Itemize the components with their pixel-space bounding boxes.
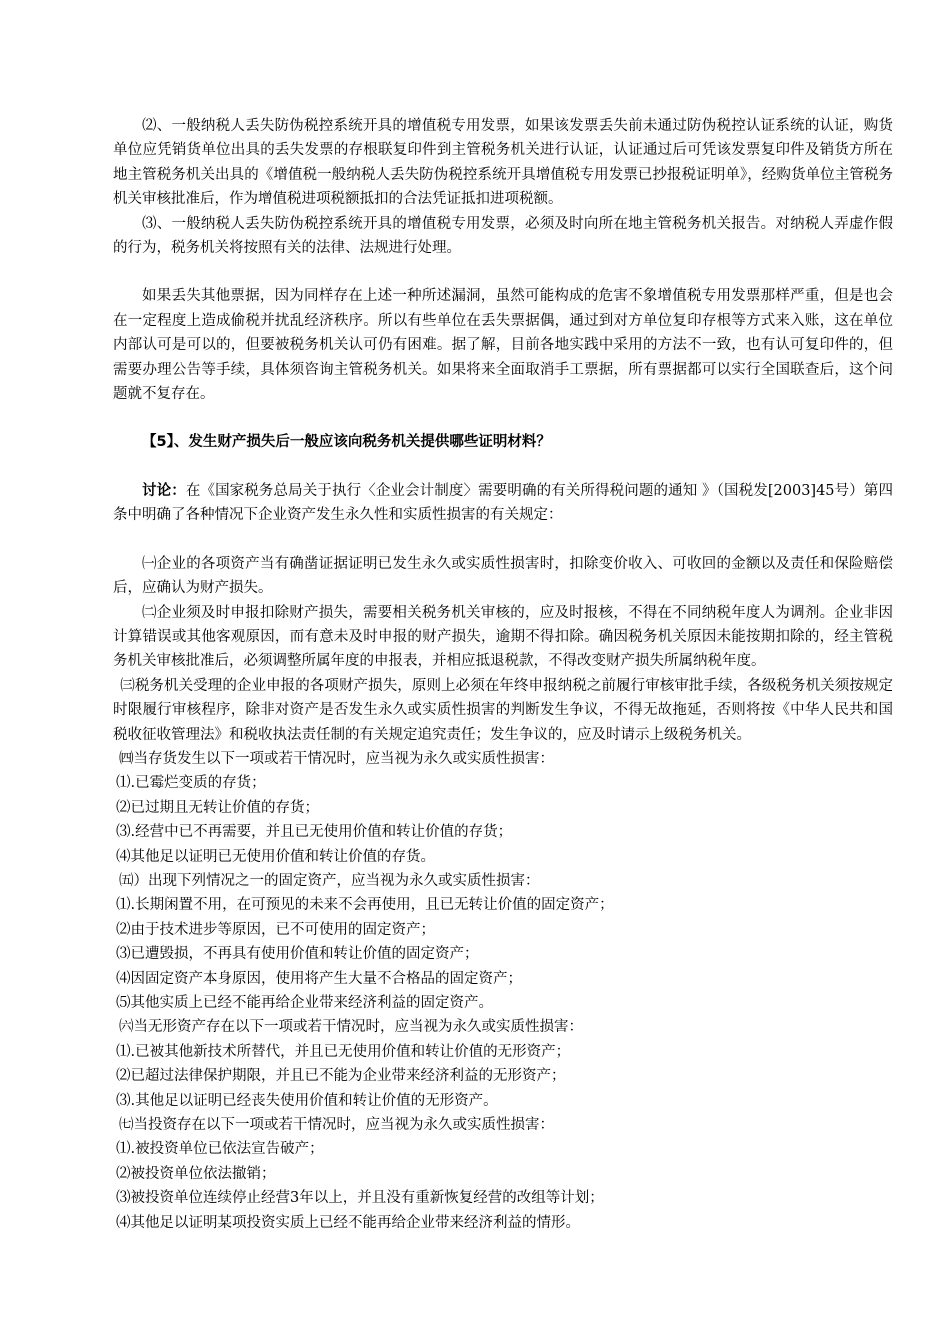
paragraph-lost-vat-invoice-report: ⑶、一般纳税人丢失防伪税控系统开具的增值税专用发票，必须及时向所在地主管税务机关报告。对纳税人弄虚作假的行为，税务机关将按照有关的法律、法规进行处理。 [113,215,893,257]
inventory-item: ⑷其他足以证明已无使用价值和转让价值的存货。 [116,848,435,865]
spacer [113,260,893,284]
investments-item: ⑷其他足以证明某项投资实质上已经不能再给企业带来经济利益的情形。 [116,1214,580,1231]
document-page [113,114,893,1235]
spacer [113,455,893,479]
investments-item: ⑴.被投资单位已依法宣告破产； [116,1141,324,1158]
rule-1: ㈠企业的各项资产当有确凿证据证明已发生永久或实质性损害时，扣除变价收入、可收回的金额以及责任和保险赔偿后，应确认为财产损失。 [113,555,893,597]
question-heading: 【5】、发生财产损失后一般应该向税务机关提供哪些证明材料？ [142,434,551,451]
spacer [113,406,893,430]
inventory-item: ⑵已过期且无转让价值的存货； [116,799,319,816]
discussion-paragraph [113,479,893,528]
intangible-assets-item: ⑵已超过法律保护期限，并且已不能为企业带来经济利益的无形资产； [116,1068,566,1085]
discussion-text: 在《国家税务总局关于执行〈企业会计制度〉需要明确的有关所得税问题的通知 》（国税发[2003]45号）第四条中明确了各种情况下企业资产发生永久性和实质性损害的有关规定： [113,482,893,524]
investments-title: ㈦当投资存在以下一项或若干情况时，应当视为永久或实质性损害： [119,1117,554,1134]
intangible-assets-item: ⑴.已被其他新技术所替代，并且已无使用价值和转让价值的无形资产； [116,1043,571,1060]
investments-item: ⑶被投资单位连续停止经营3年以上，并且没有重新恢复经营的改组等计划； [116,1190,604,1207]
inventory-item: ⑴.已霉烂变质的存货； [116,775,266,792]
fixed-assets-title: ㈤）出现下列情况之一的固定资产，应当视为永久或实质性损害： [119,872,540,889]
intangible-assets-item: ⑶.其他足以证明已经丧失使用价值和转让价值的无形资产。 [116,1092,498,1109]
rule-3: ㈢税务机关受理的企业申报的各项财产损失，原则上必须在年终申报纳税之前履行审核审批手续，各级税务机关须按规定时限履行审核程序，除非对资产是否发生永久或实质性损害的判断发生争议，不得无故拖延，否则将按《中华人民共和国税收征收管理法》和税收执法责任制的有关规定追究责任；发生争议的，应及时请示上级税务机关。 [113,677,893,743]
paragraph-other-bills: 如果丢失其他票据，因为同样存在上述一种所述漏洞，虽然可能构成的危害不象增值税专用发票那样严重，但是也会在一定程度上造成偷税并扰乱经济秩序。所以有些单位在丢失票据偶，通过到对方单位复印存根等方式来入账，这在单位内部认可是可以的，但要被税务机关认可仍有困难。据了解，目前各地实践中采用的方法不一致，也有认可复印件的，但需要办理公告等手续，具体须咨询主管税务机关。如果将来全面取消手工票据，所有票据都可以实行全国联查后，这个问题就不复存在。 [113,288,893,403]
fixed-assets-item: ⑷因固定资产本身原因，使用将产生大量不合格品的固定资产； [116,970,522,987]
rule-2: ㈡企业须及时申报扣除财产损失，需要相关税务机关审核的，应及时报核，不得在不同纳税年度人为调剂。企业非因计算错误或其他客观原因，而有意未及时申报的财产损失，逾期不得扣除。确因税务机关原因未能按期扣除的，经主管税务机关审核批准后，必须调整所属年度的申报表，并相应抵退税款，不得改变财产损失所属纳税年度。 [113,604,893,670]
spacer [113,528,893,552]
fixed-assets-item: ⑵由于技术进步等原因，已不可使用的固定资产； [116,921,435,938]
fixed-assets-item: ⑶已遭毁损，不再具有使用价值和转让价值的固定资产； [116,946,479,963]
intangible-assets-title: ㈥当无形资产存在以下一项或若干情况时，应当视为永久或实质性损害： [119,1019,583,1036]
investments-item: ⑵被投资单位依法撤销； [116,1165,276,1182]
inventory-title: ㈣当存货发生以下一项或若干情况时，应当视为永久或实质性损害： [119,750,554,767]
fixed-assets-item: ⑸其他实质上已经不能再给企业带来经济利益的固定资产。 [116,995,493,1011]
paragraph-lost-vat-invoice-unverified: ⑵、一般纳税人丢失防伪税控系统开具的增值税专用发票，如果该发票丢失前未通过防伪税控认证系统的认证，购货单位应凭销货单位出具的丢失发票的存根联复印件到主管税务机关进行认证，认证通过后可凭该发票复印件及销货方所在地主管税务机关出具的《增值税一般纳税人丢失防伪税控系统开具增值税专用发票已抄报税证明单》，经购货单位主管税务机关审核批准后，作为增值税进项税额抵扣的合法凭证抵扣进项税额。 [113,118,893,208]
fixed-assets-item: ⑴.长期闲置不用，在可预见的未来不会再使用，且已无转让价值的固定资产； [116,897,614,914]
discussion-label: 讨论： [142,482,186,499]
inventory-item: ⑶.经营中已不再需要，并且已无使用价值和转让价值的存货； [116,824,513,841]
